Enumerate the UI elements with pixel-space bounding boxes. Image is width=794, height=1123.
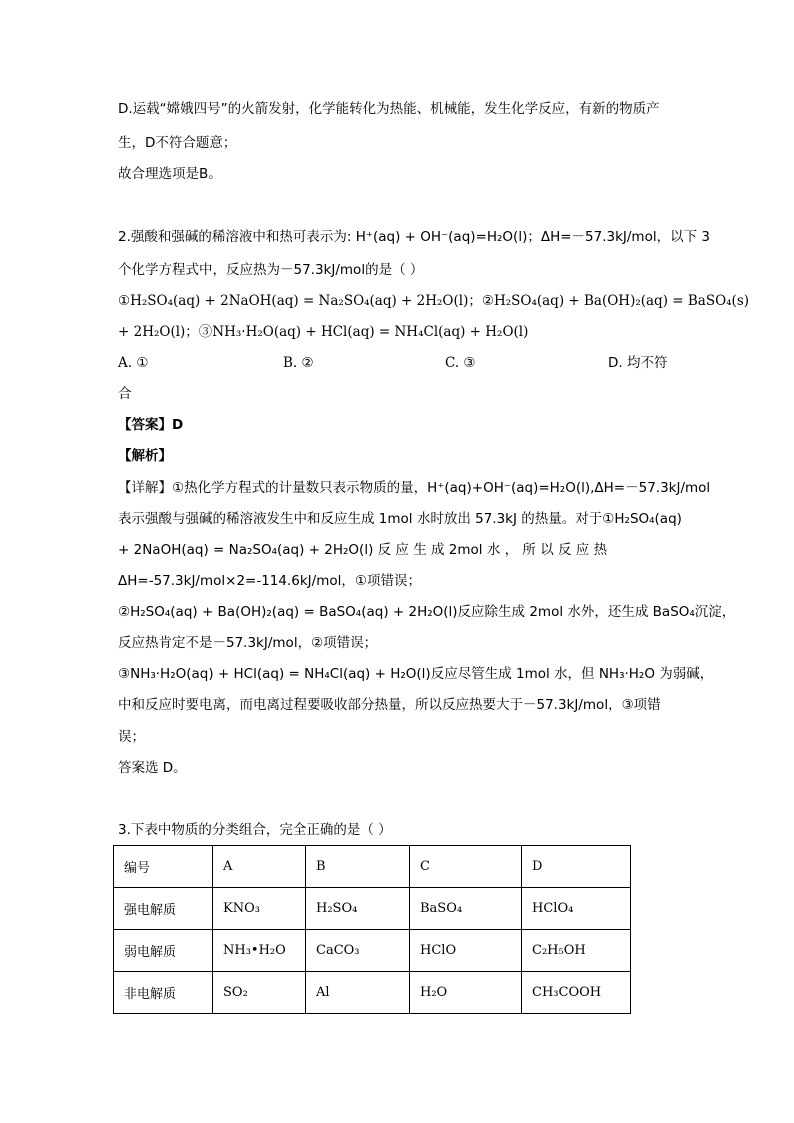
q2-stem-line2: 个化学方程式中，反应热为－57.3kJ/mol的是（ ）: [118, 262, 424, 278]
table-header-cell: 编号: [114, 846, 213, 888]
q2-detail-line: 误；: [118, 729, 145, 745]
q2-option-c: C. ③: [445, 355, 476, 371]
table-cell: CaCO₃: [306, 930, 410, 972]
classification-table: [113, 845, 631, 1014]
table-cell: SO₂: [213, 972, 306, 1014]
table-cell: 非电解质: [114, 972, 213, 1014]
table-header-row: [114, 846, 631, 888]
q2-detail-line: 反应热肯定不是－57.3kJ/mol，②项错误；: [118, 635, 378, 651]
q2-option-b: B. ②: [283, 355, 314, 371]
q2-detail-line: 答案选 D。: [118, 760, 187, 776]
table-row: [114, 972, 631, 1014]
q1-option-d-line1: D.运载“嫦娥四号”的火箭发射，化学能转化为热能、机械能，发生化学反应，有新的物质产: [118, 101, 660, 117]
q2-detail-line: ②H₂SO₄(aq) + Ba(OH)₂(aq) = BaSO₄(aq) + 2H₂O(l)反应除生成 2mol 水外，还生成 BaSO₄沉淀，: [118, 604, 736, 620]
table-cell: 强电解质: [114, 888, 213, 930]
table-header-cell: D: [522, 846, 631, 888]
table-cell: H₂SO₄: [306, 888, 410, 930]
q2-option-a: A. ①: [118, 355, 149, 371]
q2-detail-line: ΔH=-57.3kJ/mol×2=-114.6kJ/mol，①项错误；: [118, 573, 421, 589]
q2-equation-line1: ①H₂SO₄(aq) + 2NaOH(aq) = Na₂SO₄(aq) + 2H₂O(l)；②H₂SO₄(aq) + Ba(OH)₂(aq) = BaSO₄(s): [118, 293, 750, 309]
table-cell: H₂O: [410, 972, 522, 1014]
table-cell: C₂H₅OH: [522, 930, 631, 972]
table-header-cell: C: [410, 846, 522, 888]
q2-equation-line2: + 2H₂O(l)；③NH₃·H₂O(aq) + HCl(aq) = NH₄Cl(aq) + H₂O(l): [118, 324, 529, 340]
q2-stem-line1: 2.强酸和强碱的稀溶液中和热可表示为: H⁺(aq) + OH⁻(aq)=H₂O(l)；ΔH=－57.3kJ/mol，以下 3: [118, 229, 710, 245]
table-cell: HClO: [410, 930, 522, 972]
table-cell: BaSO₄: [410, 888, 522, 930]
table-row: [114, 888, 631, 930]
q2-detail-line: ③NH₃·H₂O(aq) + HCl(aq) = NH₄Cl(aq) + H₂O(l)反应尽管生成 1mol 水，但 NH₃·H₂O 为弱碱，: [118, 666, 714, 682]
table-cell: HClO₄: [522, 888, 631, 930]
q2-detail-line: 中和反应时要电离，而电离过程要吸收部分热量，所以反应热要大于－57.3kJ/mol，③项错: [118, 697, 661, 713]
q1-option-d-line2: 生，D不符合题意；: [118, 135, 237, 151]
q2-analysis-title: 【解析】: [118, 448, 172, 464]
table-row: [114, 930, 631, 972]
table-cell: NH₃•H₂O: [213, 930, 306, 972]
q2-detail-line: 表示强酸与强碱的稀溶液发生中和反应生成 1mol 水时放出 57.3kJ 的热量。对于①H₂SO₄(aq): [118, 511, 682, 527]
table-cell: KNO₃: [213, 888, 306, 930]
q2-option-d-wrap: 合: [118, 386, 132, 402]
q3-stem: 3.下表中物质的分类组合，完全正确的是（ ）: [118, 822, 392, 838]
table-cell: Al: [306, 972, 410, 1014]
q2-detail-line: 【详解】①热化学方程式的计量数只表示物质的量，H⁺(aq)+OH⁻(aq)=H₂O(l),ΔH=－57.3kJ/mol: [118, 480, 711, 496]
q2-option-d: D. 均不符: [608, 355, 668, 371]
q1-conclusion: 故合理选项是B。: [118, 166, 222, 182]
table-header-cell: B: [306, 846, 410, 888]
q2-detail-line: + 2NaOH(aq) = Na₂SO₄(aq) + 2H₂O(l) 反 应 生 成 2mol 水 ， 所 以 反 应 热: [118, 542, 608, 558]
table-header-cell: A: [213, 846, 306, 888]
table-cell: CH₃COOH: [522, 972, 631, 1014]
q2-answer: 【答案】D: [118, 417, 184, 433]
table-cell: 弱电解质: [114, 930, 213, 972]
